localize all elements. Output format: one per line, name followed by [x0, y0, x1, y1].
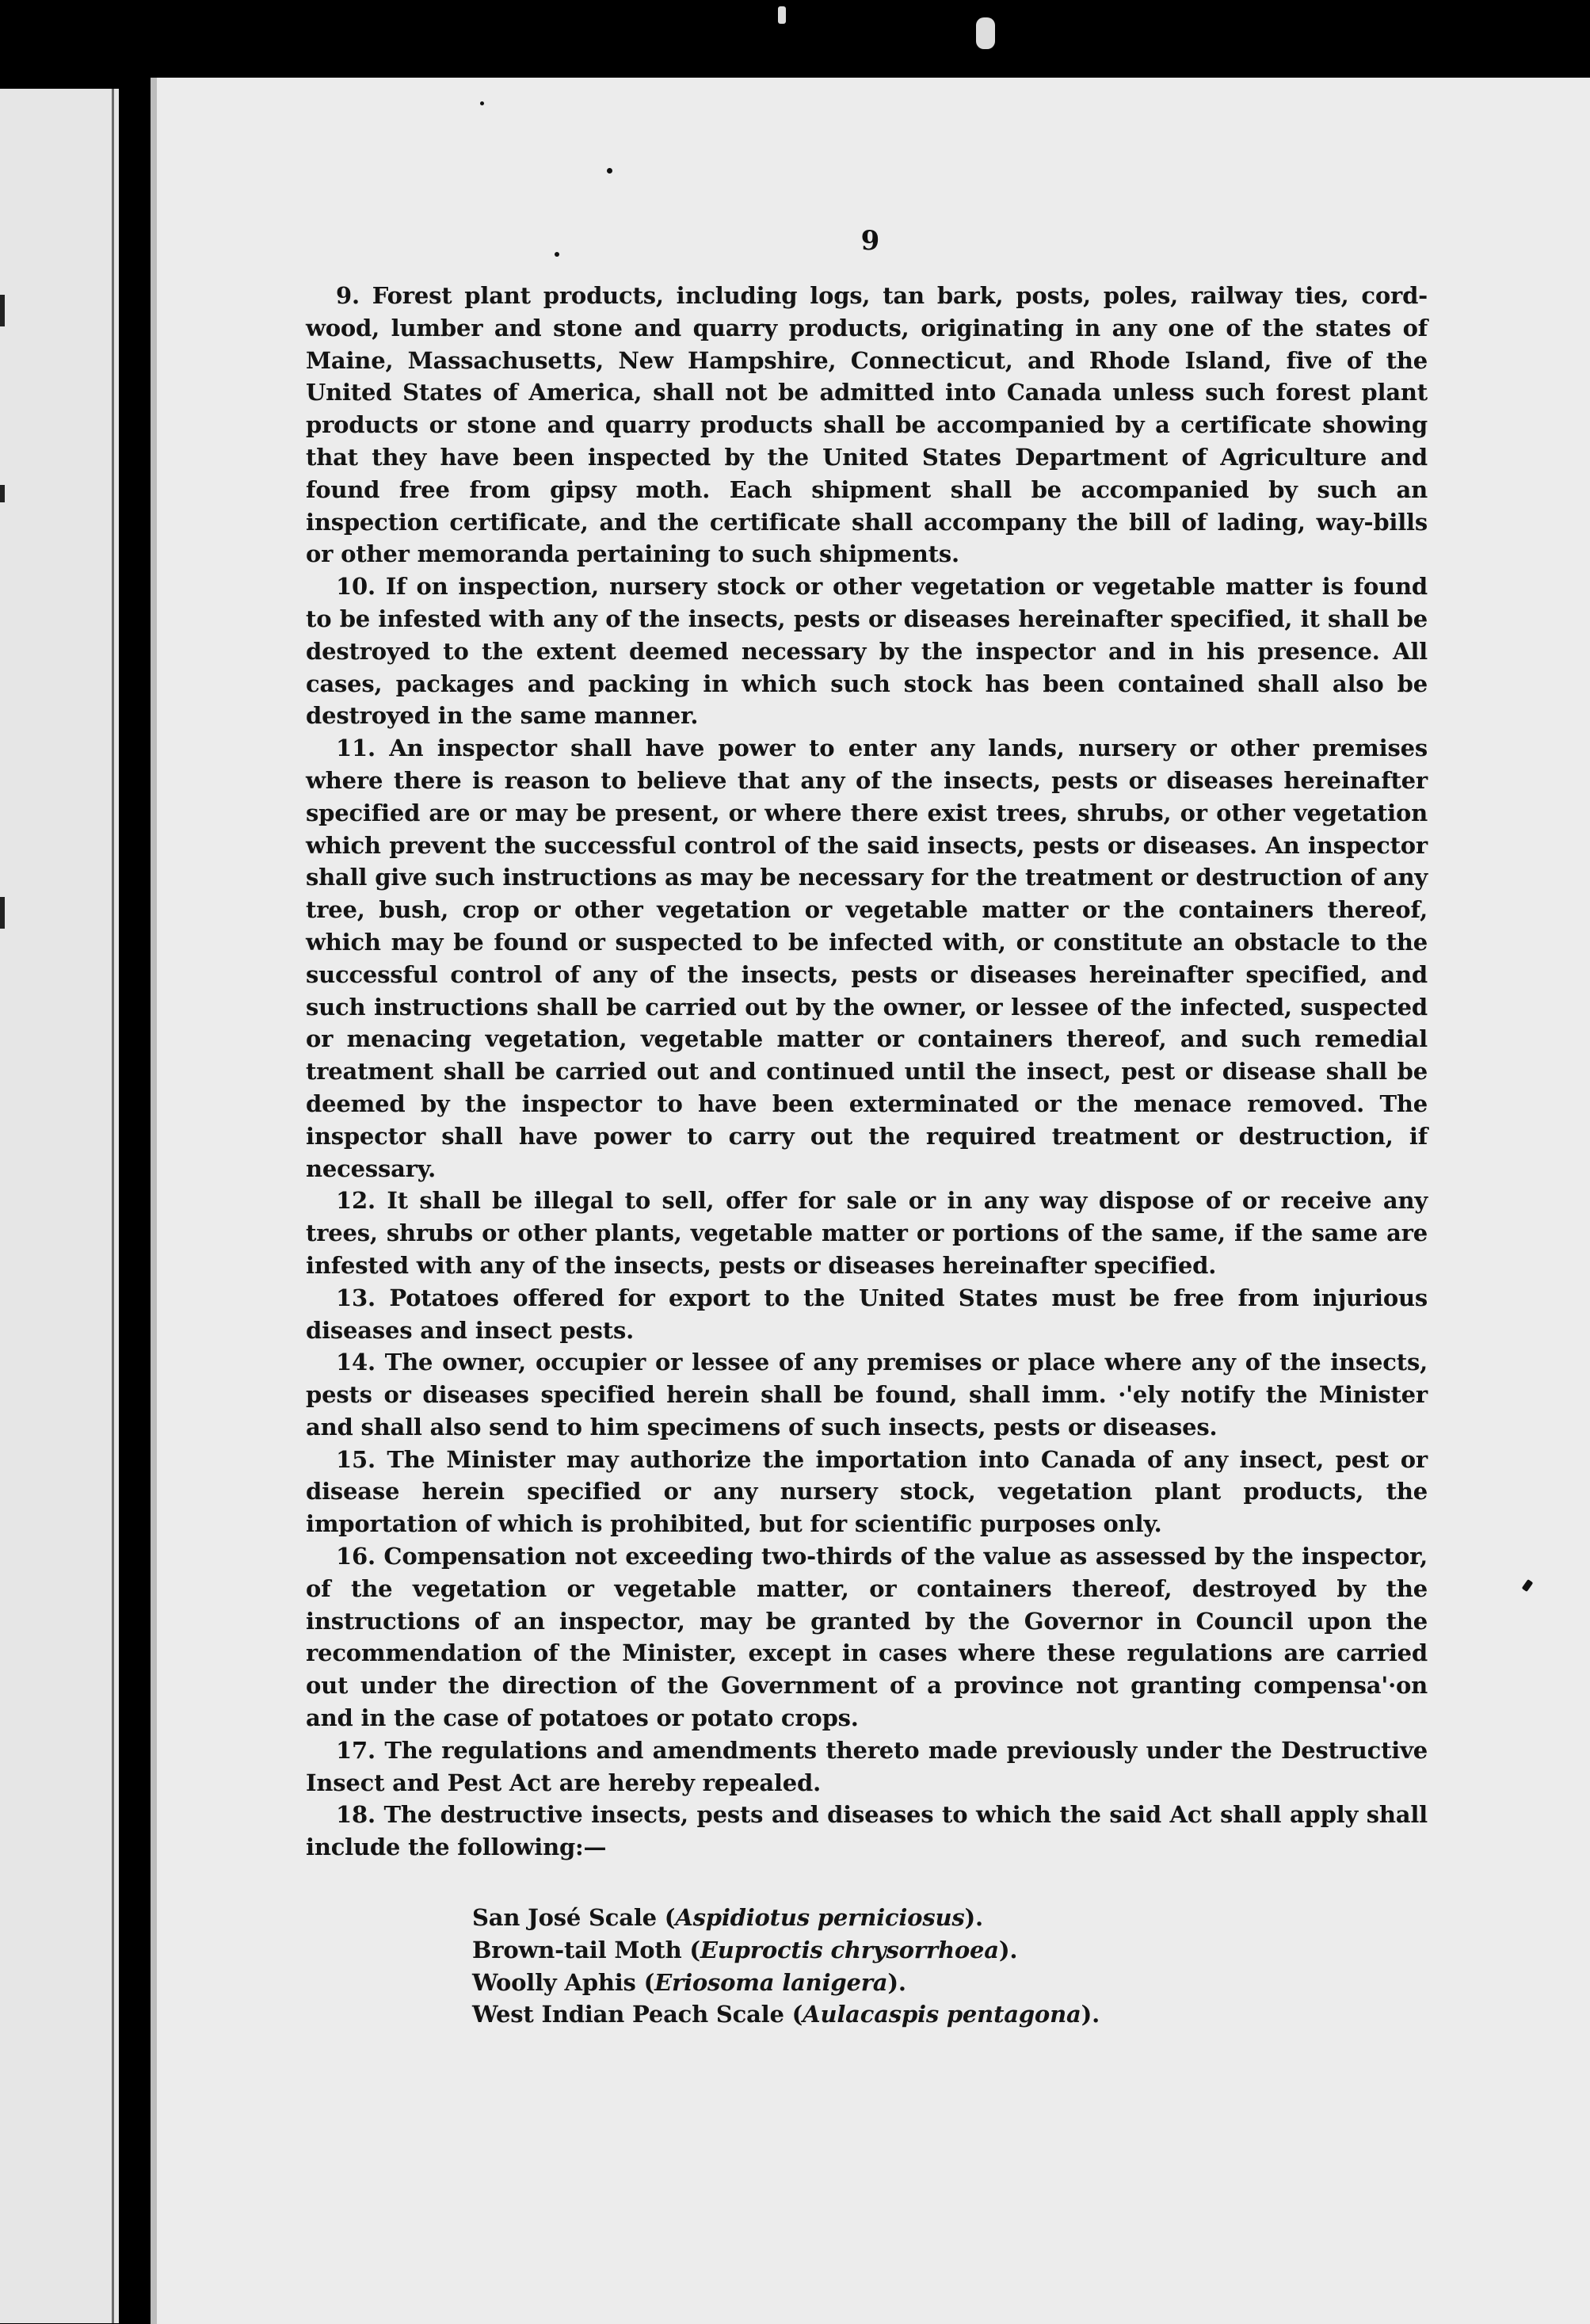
paragraph-16: 16. Compensation not exceeding two-thirds of the value as assessed by the inspector, of the vegetation or vegetable matter, or containers thereof, destroyed by the instructions of an inspector, may be granted by the Governor in Council upon the recommendation of the Minister, except in cases where these regulations are carried out under the direction of the Government of a province not granting compensa'·on and in the case of potatoes or potato crops. — [306, 1543, 1428, 1732]
paragraph-15: 15. The Minister may authorize the importation into Canada of any insect, pest or disease herein specified or any nursery stock, vegetation plant products, the importation of which is prohibited, but for scientific purposes only. — [306, 1445, 1428, 1538]
pest-scientific-name: Aspidiotus perniciosus — [675, 1904, 965, 1932]
pest-common-name: West Indian Peach Scale ( — [472, 2001, 803, 2028]
pest-common-name: Woolly Aphis ( — [472, 1968, 655, 1996]
pest-item — [472, 1902, 1428, 1934]
scan-speck — [480, 101, 484, 105]
page-inner-edge — [151, 78, 157, 2324]
previous-page-edge — [0, 89, 119, 2323]
paragraph-18: 18. The destructive insects, pests and diseases to which the said Act shall apply shall include the following:— — [306, 1801, 1428, 1861]
pest-common-name: San José Scale ( — [472, 1904, 676, 1932]
scan-artifact — [778, 6, 786, 24]
scan-speck — [607, 168, 612, 174]
pest-item — [472, 1967, 1428, 1999]
document-page — [151, 78, 1590, 2324]
pest-item-end: ). — [998, 1936, 1018, 1963]
page-edge-line — [112, 89, 114, 2323]
body-text — [306, 280, 1428, 2031]
page-number: 9 — [860, 225, 880, 257]
pest-item-end: ). — [1081, 2001, 1100, 2028]
paragraph-13: 13. Potatoes offered for export to the United States must be free from injurious diseases and insect pests. — [306, 1284, 1428, 1344]
paragraph-9: 9. Forest plant products, including logs, tan bark, posts, poles, railway ties, cord-wood, lumber and stone and quarry products, originating in any one of the states of Maine, Massachusetts, New Hampshire, Connecticut, and Rhode Island, five of the United States of America, shall not be admitted into Canada unless such forest plant products or stone and quarry products shall be accompanied by a certificate showing that they have been inspected by the United States Department of Agriculture and found free from gipsy moth. Each shipment shall be accompanied by such an inspection certificate, and the certificate shall accompany the bill of lading, way-bills or other memoranda pertaining to such shipments. — [306, 282, 1428, 568]
pest-item — [472, 1934, 1428, 1967]
paragraph-14: 14. The owner, occupier or lessee of any premises or place where any of the insects, pests or diseases specified herein shall be found, shall imm. ·'ely notify the Minister and shall also send to him specimens of such insects, pests or diseases. — [306, 1349, 1428, 1441]
pest-scientific-name: Euproctis chrysorrhoea — [700, 1936, 999, 1963]
pest-common-name: Brown-tail Moth ( — [472, 1936, 700, 1963]
edge-mark — [0, 295, 5, 326]
paragraph-17: 17. The regulations and amendments thereto made previously under the Destructive Insect and Pest Act are hereby repealed. — [306, 1736, 1428, 1796]
paragraph-10: 10. If on inspection, nursery stock or other vegetation or vegetable matter is found to be infested with any of the insects, pests or diseases hereinafter specified, it shall be destroyed to the extent deemed necessary by the inspector and in his presence. All cases, packages and packing in which such stock has been contained shall also be destroyed in the same manner. — [306, 573, 1428, 730]
pest-item-end: ). — [887, 1968, 906, 1996]
edge-mark — [0, 485, 5, 502]
scan-artifact — [976, 17, 995, 49]
pest-list — [306, 1902, 1428, 2031]
pest-item-end: ). — [964, 1904, 983, 1932]
paragraph-12: 12. It shall be illegal to sell, offer for sale or in any way dispose of or receive any trees, shrubs or other plants, vegetable matter or portions of the same, if the same are infested with any of the insects, pests or diseases hereinafter specified. — [306, 1187, 1428, 1279]
pest-scientific-name: Aulacaspis pentagona — [803, 2001, 1081, 2028]
edge-mark — [0, 897, 5, 929]
scan-speck — [1522, 1579, 1534, 1592]
pest-scientific-name: Eriosoma lanigera — [654, 1968, 888, 1996]
paragraph-11: 11. An inspector shall have power to enter any lands, nursery or other premises where there is reason to believe that any of the insects, pests or diseases hereinafter specified are or may be present, or where there exist trees, shrubs, or other vegetation which prevent the successful control of the said insects, pests or diseases. An inspector shall give such instructions as may be necessary for the treatment or destruction of any tree, bush, crop or other vegetation or vegetable matter or the containers thereof, which may be found or suspected to be infected with, or constitute an obstacle to the successful control of any of the insects, pests or diseases hereinafter specified, and such instructions shall be carried out by the owner, or lessee of the infected, suspected or menacing vegetation, vegetable matter or containers thereof, and such remedial treatment shall be carried out and continued until the insect, pest or disease shall be deemed by the inspector to have been exterminated or the menace removed. The inspector shall have power to carry out the required treatment or destruction, if necessary. — [306, 735, 1428, 1182]
pest-item — [472, 1998, 1428, 2031]
